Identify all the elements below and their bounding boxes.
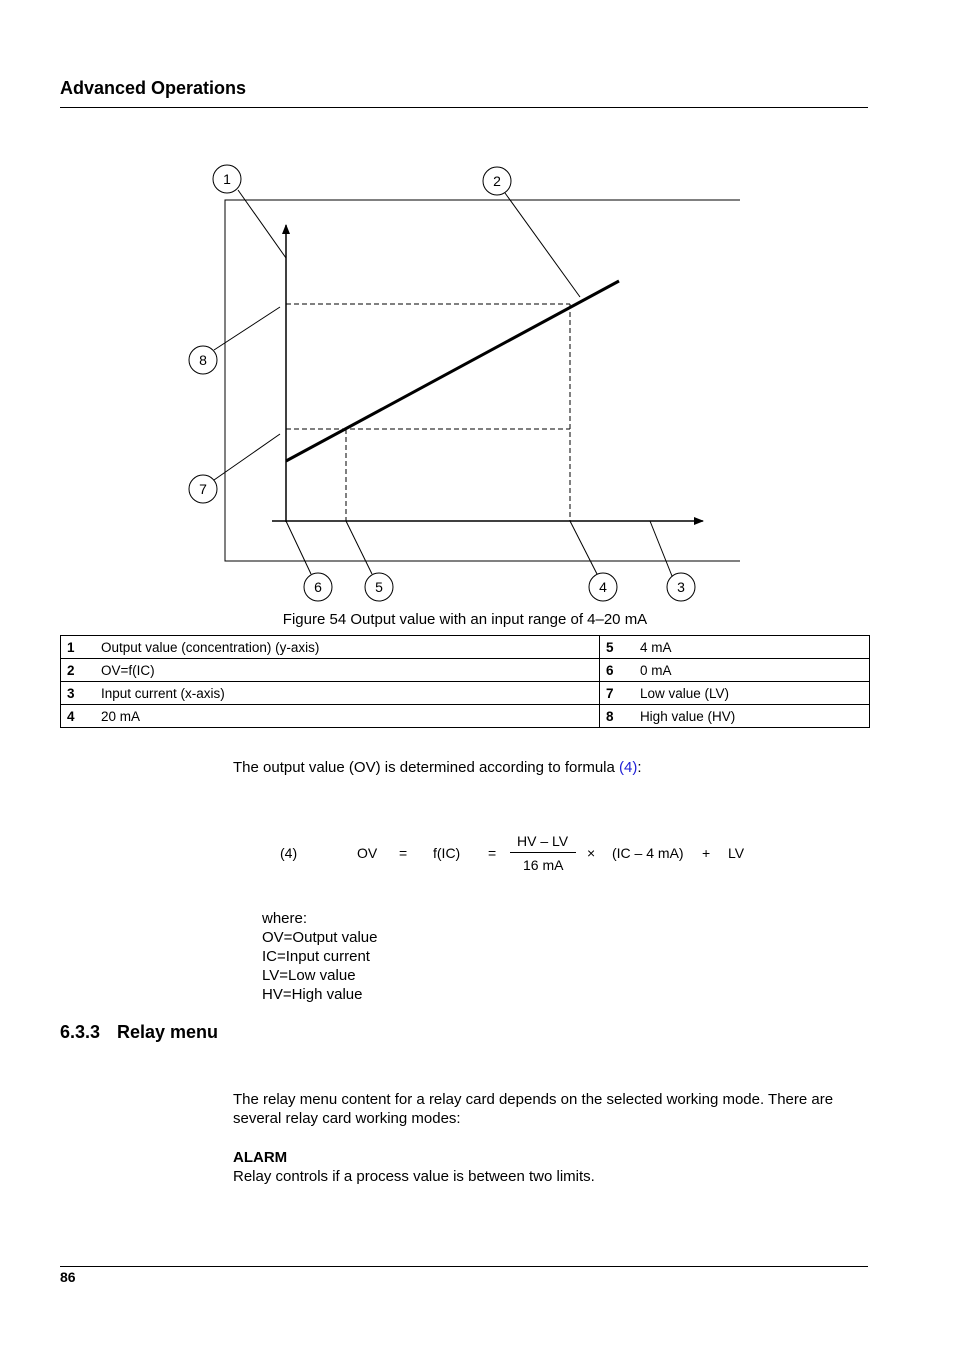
- formula-fic: f(IC): [433, 845, 461, 861]
- leader-8: [214, 307, 280, 350]
- callout-8: [189, 346, 217, 374]
- legend-text: Low value (LV): [634, 682, 870, 705]
- leader-4: [570, 521, 597, 574]
- header-divider: [60, 107, 868, 108]
- legend-number: 3: [61, 682, 96, 705]
- definition-item: OV=Output value: [262, 929, 378, 946]
- formula-term: (IC – 4 mA): [612, 845, 684, 861]
- formula-equals: =: [488, 845, 497, 861]
- callout-1: [213, 165, 241, 193]
- svg-text:5: 5: [375, 579, 383, 595]
- leader-6: [286, 521, 311, 574]
- svg-text:6: 6: [314, 579, 322, 595]
- svg-text:7: 7: [199, 481, 207, 497]
- alarm-mode-title: ALARM: [233, 1149, 288, 1166]
- svg-text:2: 2: [493, 173, 501, 189]
- legend-number: 4: [61, 705, 96, 728]
- callout-6: [304, 573, 332, 601]
- legend-row: [61, 659, 870, 682]
- legend-row: [61, 682, 870, 705]
- legend-number: 6: [599, 659, 634, 682]
- alarm-mode-description: Relay controls if a process value is between two limits.: [233, 1168, 595, 1185]
- legend-number: 7: [599, 682, 634, 705]
- intro-colon: :: [637, 759, 642, 776]
- ov-function-line: [286, 281, 619, 461]
- legend-text: Output value (concentration) (y-axis): [95, 636, 599, 659]
- callout-7: [189, 475, 217, 503]
- callout-5: [365, 573, 393, 601]
- formula-definitions: [262, 909, 378, 1004]
- svg-text:1: 1: [223, 171, 231, 187]
- output-value-diagram: [180, 160, 740, 605]
- intro-text: The output value (OV) is determined according to formula: [233, 759, 620, 776]
- page-header-title: Advanced Operations: [60, 78, 247, 98]
- svg-text:4: 4: [599, 579, 607, 595]
- fraction-bar: [510, 852, 576, 853]
- legend-text: 4 mA: [634, 636, 870, 659]
- footer-divider: [60, 1266, 868, 1267]
- leader-7: [214, 434, 280, 480]
- definition-item: LV=Low value: [262, 967, 356, 984]
- formula-numerator: HV – LV: [517, 833, 569, 849]
- formula-times: ×: [587, 845, 596, 861]
- page-number: 86: [60, 1269, 76, 1285]
- callout-4: [589, 573, 617, 601]
- where-label: where:: [262, 910, 308, 927]
- legend-row: [61, 705, 870, 728]
- leader-5: [346, 521, 372, 574]
- callout-3: [667, 573, 695, 601]
- svg-text:8: 8: [199, 352, 207, 368]
- formula-number: (4): [280, 845, 298, 861]
- legend-text: 20 mA: [95, 705, 599, 728]
- legend-text: High value (HV): [634, 705, 870, 728]
- legend-number: 2: [61, 659, 96, 682]
- legend-text: Input current (x-axis): [95, 682, 599, 705]
- figure-legend-table: [60, 635, 870, 728]
- relay-paragraph: The relay menu content for a relay card depends on the selected working mode. There are several relay card working modes:: [233, 1091, 834, 1127]
- svg-text:3: 3: [677, 579, 685, 595]
- formula-lv: LV: [728, 845, 745, 861]
- section-title: Relay menu: [117, 1022, 219, 1042]
- figure-caption: Figure 54 Output value with an input range of 4–20 mA: [282, 611, 648, 628]
- definition-item: IC=Input current: [262, 948, 370, 965]
- formula-4: [280, 830, 760, 880]
- formula-ov: OV: [357, 845, 378, 861]
- diagram-frame: [225, 200, 740, 561]
- legend-text: 0 mA: [634, 659, 870, 682]
- formula-equals: =: [399, 845, 408, 861]
- formula-denominator: 16 mA: [523, 857, 564, 873]
- legend-number: 8: [599, 705, 634, 728]
- legend-number: 1: [61, 636, 96, 659]
- legend-text: OV=f(IC): [95, 659, 599, 682]
- section-number: 6.3.3: [60, 1022, 101, 1042]
- section-heading: [60, 1022, 218, 1043]
- definition-item: HV=High value: [262, 986, 363, 1003]
- formula-plus: +: [702, 845, 711, 861]
- formula-intro: [233, 758, 642, 777]
- callout-2: [483, 167, 511, 195]
- formula-4-link[interactable]: (4): [619, 759, 638, 776]
- leader-2: [505, 193, 580, 297]
- legend-row: [61, 636, 870, 659]
- leader-3: [650, 521, 672, 576]
- legend-number: 5: [599, 636, 634, 659]
